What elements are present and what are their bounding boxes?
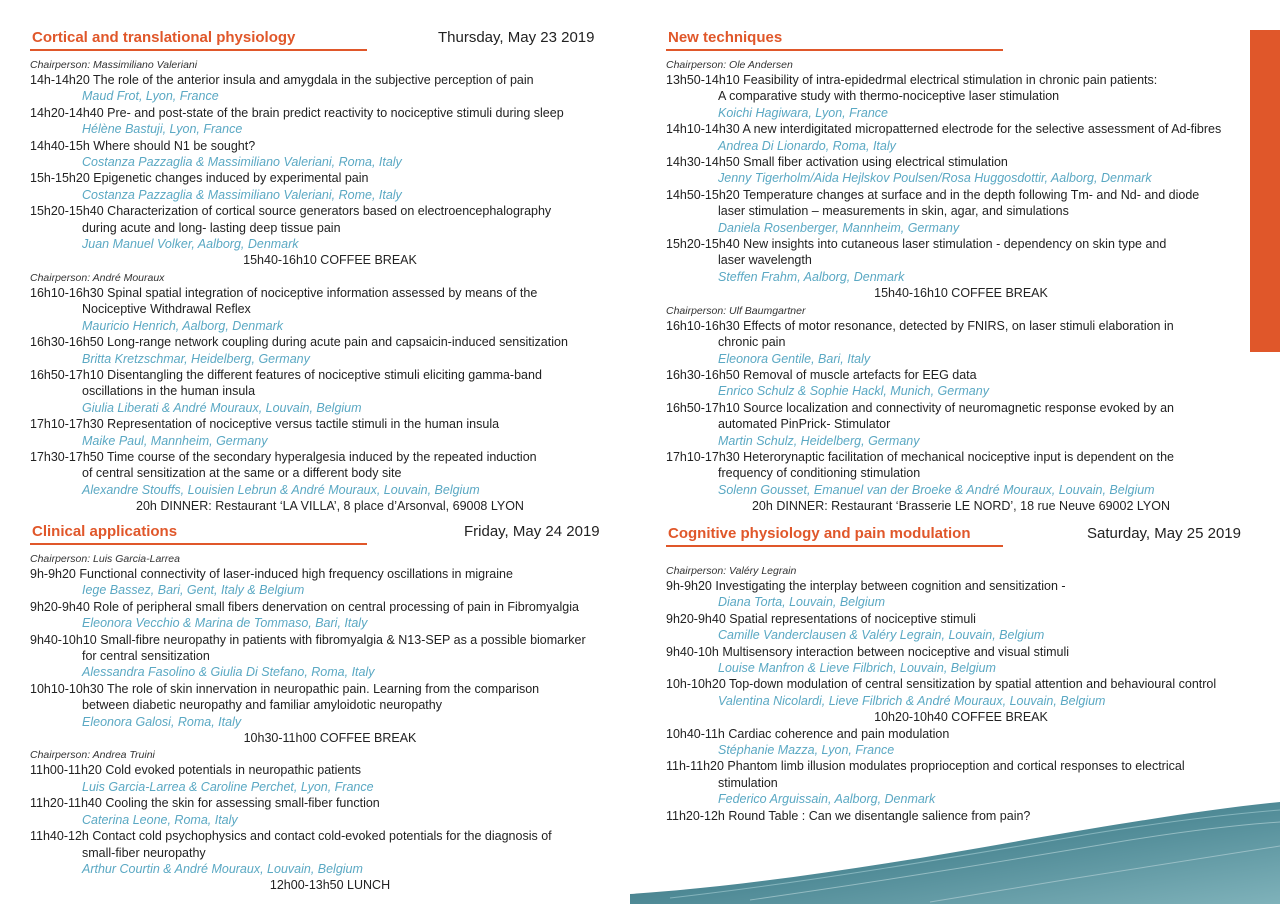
talk-time: 9h40-10h [666,644,719,659]
section-title: Clinical applications [32,523,178,540]
talk-entry [30,334,630,367]
session-list [666,58,1256,515]
section-underline [30,543,367,545]
talk-entry [30,203,630,252]
talk-title: New insights into cutaneous laser stimulation - dependency on skin type and [743,237,1167,252]
talk-title: Pre- and post-state of the brain predict reactivity to nociceptive stimuli during sleep [107,105,564,120]
talk-time: 9h-9h20 [30,567,76,581]
break-line: 20h DINNER: Restaurant ‘Brasserie LE NORD’, 18 rue Neuve 69002 LYON [751,499,1170,514]
talk-time: 14h-14h20 [30,73,90,87]
break-line: 15h40-16h10 COFFEE BREAK [874,286,1048,301]
talk-time: 11h-11h20 [666,759,724,774]
session-list [666,564,1256,824]
talk-title-continued: laser stimulation – measurements in skin, agar, and simulations [718,204,1069,219]
talk-time: 17h30-17h50 [30,449,104,464]
chairperson: Chairperson: Andrea Truini [30,749,155,762]
section-underline [30,49,367,51]
talk-entry [30,170,630,203]
talk-time: 15h20-15h40 [30,204,104,219]
talk-entry [30,828,630,877]
talk-time: 10h10-10h30 [30,681,104,696]
section-new-techniques [666,28,1256,515]
session-list [30,58,630,515]
talk-authors: Costanza Pazzaglia & Massimiliano Valeriani, Rome, Italy [82,187,402,202]
break-line: 15h40-16h10 COFFEE BREAK [243,253,417,268]
talk-entry [666,758,1256,807]
talk-entry [666,72,1256,121]
talk-authors: Andrea Di Lionardo, Roma, Italy [718,138,896,153]
talk-entry [30,681,630,730]
talk-title: Small fiber activation using electrical stimulation [743,155,1008,170]
talk-title-continued: Nociceptive Withdrawal Reflex [82,302,251,317]
talk-title: Cardiac coherence and pain modulation [728,726,950,741]
talk-entry [30,72,630,105]
talk-entry [666,611,1256,644]
talk-title: Small-fibre neuropathy in patients with fibromyalgia & N13-SEP as a possible biomarker [100,632,586,647]
talk-authors: Maud Frot, Lyon, France [82,89,219,104]
talk-entry [666,236,1256,285]
talk-title: A new interdigitated micropatterned electrode for the selective assessment of Ad-fibres [742,122,1222,137]
talk-authors: Stéphanie Mazza, Lyon, France [718,743,895,758]
talk-title: Functional connectivity of laser-induced high frequency oscillations in migraine [79,567,513,581]
talk-title-continued: laser wavelength [718,253,812,268]
talk-entry [30,367,630,416]
talk-time: 14h30-14h50 [666,155,740,170]
talk-title-continued: during acute and long- lasting deep tissue pain [82,220,341,235]
talk-title: The role of the anterior insula and amygdala in the subjective perception of pain [93,73,534,87]
section-underline [666,545,1003,547]
section-cortical [30,28,630,515]
talk-entry [666,400,1256,449]
break-line: 20h DINNER: Restaurant ‘LA VILLA’, 8 place d’Arsonval, 69008 LYON [136,499,524,514]
talk-title: Temperature changes at surface and in the depth following Tm- and Nd- and diode [742,187,1200,202]
talk-entry [666,449,1256,498]
talk-entry [666,644,1256,677]
talk-title: Heterorynaptic facilitation of mechanical nociceptive input is dependent on the [743,449,1174,464]
talk-entry [30,416,630,449]
talk-time: 15h-15h20 [30,171,90,186]
break-line: 12h00-13h50 LUNCH [269,878,391,893]
talk-time: 9h40-10h10 [30,632,97,647]
section-clinical [30,522,630,894]
talk-time: 11h20-12h [666,808,725,823]
talk-entry [666,367,1256,400]
talk-title: Disentangling the different features of nociceptive stimuli eliciting gamma-band [107,367,542,382]
talk-time: 14h10-14h30 [666,122,740,137]
talk-authors: Jenny Tigerholm/Aida Hejlskov Poulsen/Rosa Huggosdottir, Aalborg, Denmark [718,171,1152,186]
talk-title: Long-range network coupling during acute pain and capsaicin-induced sensitization [107,335,568,350]
talk-entry [30,762,630,795]
talk-entry [666,154,1256,187]
talk-title-continued: stimulation [718,775,778,790]
talk-authors: Martin Schulz, Heidelberg, Germany [718,433,920,448]
talk-time: 16h10-16h30 [30,285,104,300]
talk-entry [30,566,630,599]
talk-title: Phantom limb illusion modulates proprioception and cortical responses to electrical [727,759,1185,774]
talk-entry [666,318,1256,367]
talk-title-continued: chronic pain [718,335,786,350]
talk-authors: Louise Manfron & Lieve Filbrich, Louvain, Belgium [718,661,996,676]
talk-title-continued: automated PinPrick- Stimulator [718,417,891,432]
talk-entry [30,449,630,498]
talk-authors: Steffen Frahm, Aalborg, Denmark [718,269,905,284]
talk-time: 11h00-11h20 [30,763,102,778]
chairperson: Chairperson: Luis Garcia-Larrea [30,553,180,565]
talk-entry [666,808,1256,824]
talk-entry [30,599,630,632]
talk-time: 16h30-16h50 [30,335,104,350]
section-date: Saturday, May 25 2019 [1087,525,1241,542]
talk-time: 10h40-11h [666,726,725,741]
talk-entry [30,795,630,828]
talk-time: 17h10-17h30 [30,417,104,432]
talk-entry [30,105,630,138]
talk-title-continued: frequency of conditioning stimulation [718,466,921,481]
section-date: Friday, May 24 2019 [464,523,600,540]
talk-time: 13h50-14h10 [666,73,740,87]
section-title: Cognitive physiology and pain modulation [668,525,971,542]
section-title: New techniques [668,29,783,46]
talk-title-continued: oscillations in the human insula [82,384,256,399]
talk-authors: Hélène Bastuji, Lyon, France [82,122,243,137]
break-line: 10h20-10h40 COFFEE BREAK [874,710,1048,725]
section-date: Thursday, May 23 2019 [438,29,595,46]
talk-title: The role of skin innervation in neuropathic pain. Learning from the comparison [106,681,540,696]
talk-time: 14h40-15h [30,138,90,153]
talk-authors: Solenn Gousset, Emanuel van der Broeke & André Mouraux, Louvain, Belgium [718,482,1155,497]
talk-title: Contact cold psychophysics and contact cold-evoked potentials for the diagnosis of [92,829,552,844]
talk-title: Removal of muscle artefacts for EEG data [743,367,977,382]
talk-authors: Maike Paul, Mannheim, Germany [82,433,268,448]
chairperson: Chairperson: Massimiliano Valeriani [30,59,198,71]
chairperson: Chairperson: André Mouraux [30,271,165,284]
talk-time: 17h10-17h30 [666,449,740,464]
talk-time: 16h10-16h30 [666,318,740,333]
talk-authors: Enrico Schulz & Sophie Hackl, Munich, Germany [718,384,989,399]
talk-authors: Eleonora Vecchio & Marina de Tommaso, Bari, Italy [82,616,368,631]
talk-title: Where should N1 be sought? [93,138,256,153]
chairperson: Chairperson: Valéry Legrain [666,565,797,577]
talk-entry [666,726,1256,759]
talk-time: 16h50-17h10 [30,367,104,382]
talk-title: Spatial representations of nociceptive stimuli [729,611,976,626]
talk-authors: Valentina Nicolardi, Lieve Filbrich & André Mouraux, Louvain, Belgium [718,693,1106,708]
talk-authors: Iege Bassez, Bari, Gent, Italy & Belgium [82,583,305,598]
talk-authors: Costanza Pazzaglia & Massimiliano Valeriani, Roma, Italy [82,155,402,170]
talk-time: 14h50-15h20 [666,187,740,202]
talk-title: Characterization of cortical source generators based on electroencephalography [107,204,552,219]
talk-authors: Koichi Hagiwara, Lyon, France [718,105,888,120]
talk-time: 11h20-11h40 [30,796,102,811]
talk-authors: Arthur Courtin & André Mouraux, Louvain, Belgium [82,861,363,876]
talk-title: Spinal spatial integration of nociceptive information assessed by means of the [107,285,538,300]
talk-title: Representation of nociceptive versus tactile stimuli in the human insula [107,417,500,432]
talk-title: Role of peripheral small fibers denervation on central processing of pain in Fibromyalgia [93,599,579,614]
talk-title: Cold evoked potentials in neuropathic patients [105,763,362,778]
chairperson: Chairperson: Ole Andersen [666,59,793,71]
talk-authors: Giulia Liberati & André Mouraux, Louvain, Belgium [82,400,362,415]
section-cognitive [666,524,1256,824]
talk-title-continued: for central sensitization [82,649,210,664]
talk-title: Feasibility of intra-epidedrmal electrical stimulation in chronic pain patients: [743,73,1158,87]
chairperson: Chairperson: Ulf Baumgartner [666,304,806,317]
talk-title-continued: A comparative study with thermo-nociceptive laser stimulation [718,89,1060,104]
talk-title: Epigenetic changes induced by experimental pain [93,171,369,186]
talk-title: Cooling the skin for assessing small-fiber function [105,796,380,811]
talk-authors: Juan Manuel Volker, Aalborg, Denmark [82,237,299,252]
talk-title: Round Table : Can we disentangle salience from pain? [728,808,1031,823]
talk-entry [666,121,1256,154]
talk-authors: Diana Torta, Louvain, Belgium [718,595,885,610]
talk-time: 9h-9h20 [666,579,712,593]
talk-title: Time course of the secondary hyperalgesia induced by the repeated induction [106,449,537,464]
talk-entry [30,285,630,334]
talk-authors: Britta Kretzschmar, Heidelberg, Germany [82,351,310,366]
break-line: 10h30-11h00 COFFEE BREAK [243,731,417,746]
talk-time: 11h40-12h [30,829,89,844]
talk-entry [30,632,630,681]
session-list [30,552,630,894]
section-underline [666,49,1003,51]
talk-authors: Luis Garcia-Larrea & Caroline Perchet, Lyon, France [82,779,374,794]
talk-authors: Alexandre Stouffs, Louisien Lebrun & André Mouraux, Louvain, Belgium [82,482,480,497]
talk-title: Source localization and connectivity of neuromagnetic response evoked by an [743,400,1174,415]
talk-entry [666,187,1256,236]
talk-authors: Eleonora Gentile, Bari, Italy [718,351,871,366]
talk-entry [666,578,1256,611]
talk-title: Effects of motor resonance, detected by FNIRS, on laser stimuli elaboration in [743,318,1174,333]
talk-authors: Alessandra Fasolino & Giulia Di Stefano, Roma, Italy [82,665,375,680]
talk-time: 9h20-9h40 [666,611,726,626]
talk-authors: Eleonora Galosi, Roma, Italy [82,714,242,729]
talk-entry [666,676,1256,709]
talk-title-continued: of central sensitization at the same or a different body site [82,466,402,481]
talk-time: 10h-10h20 [666,677,726,692]
talk-authors: Federico Arguissain, Aalborg, Denmark [718,792,936,807]
talk-time: 16h30-16h50 [666,367,740,382]
talk-time: 16h50-17h10 [666,400,740,415]
talk-title-continued: small-fiber neuropathy [82,845,206,860]
talk-title: Investigating the interplay between cognition and sensitization - [715,579,1066,593]
talk-title: Multisensory interaction between nociceptive and visual stimuli [722,644,1070,659]
talk-time: 15h20-15h40 [666,237,740,252]
talk-authors: Mauricio Henrich, Aalborg, Denmark [82,318,284,333]
talk-time: 14h20-14h40 [30,105,104,120]
section-title: Cortical and translational physiology [32,29,296,46]
talk-time: 9h20-9h40 [30,599,90,614]
talk-entry [30,138,630,171]
talk-title-continued: between diabetic neuropathy and familiar amyloidotic neuropathy [82,698,442,713]
talk-authors: Daniela Rosenberger, Mannheim, Germany [718,220,960,235]
talk-authors: Camille Vanderclausen & Valéry Legrain, Louvain, Belgium [718,628,1045,643]
talk-title: Top-down modulation of central sensitization by spatial attention and behavioural control [729,677,1217,692]
talk-authors: Caterina Leone, Roma, Italy [82,812,238,827]
